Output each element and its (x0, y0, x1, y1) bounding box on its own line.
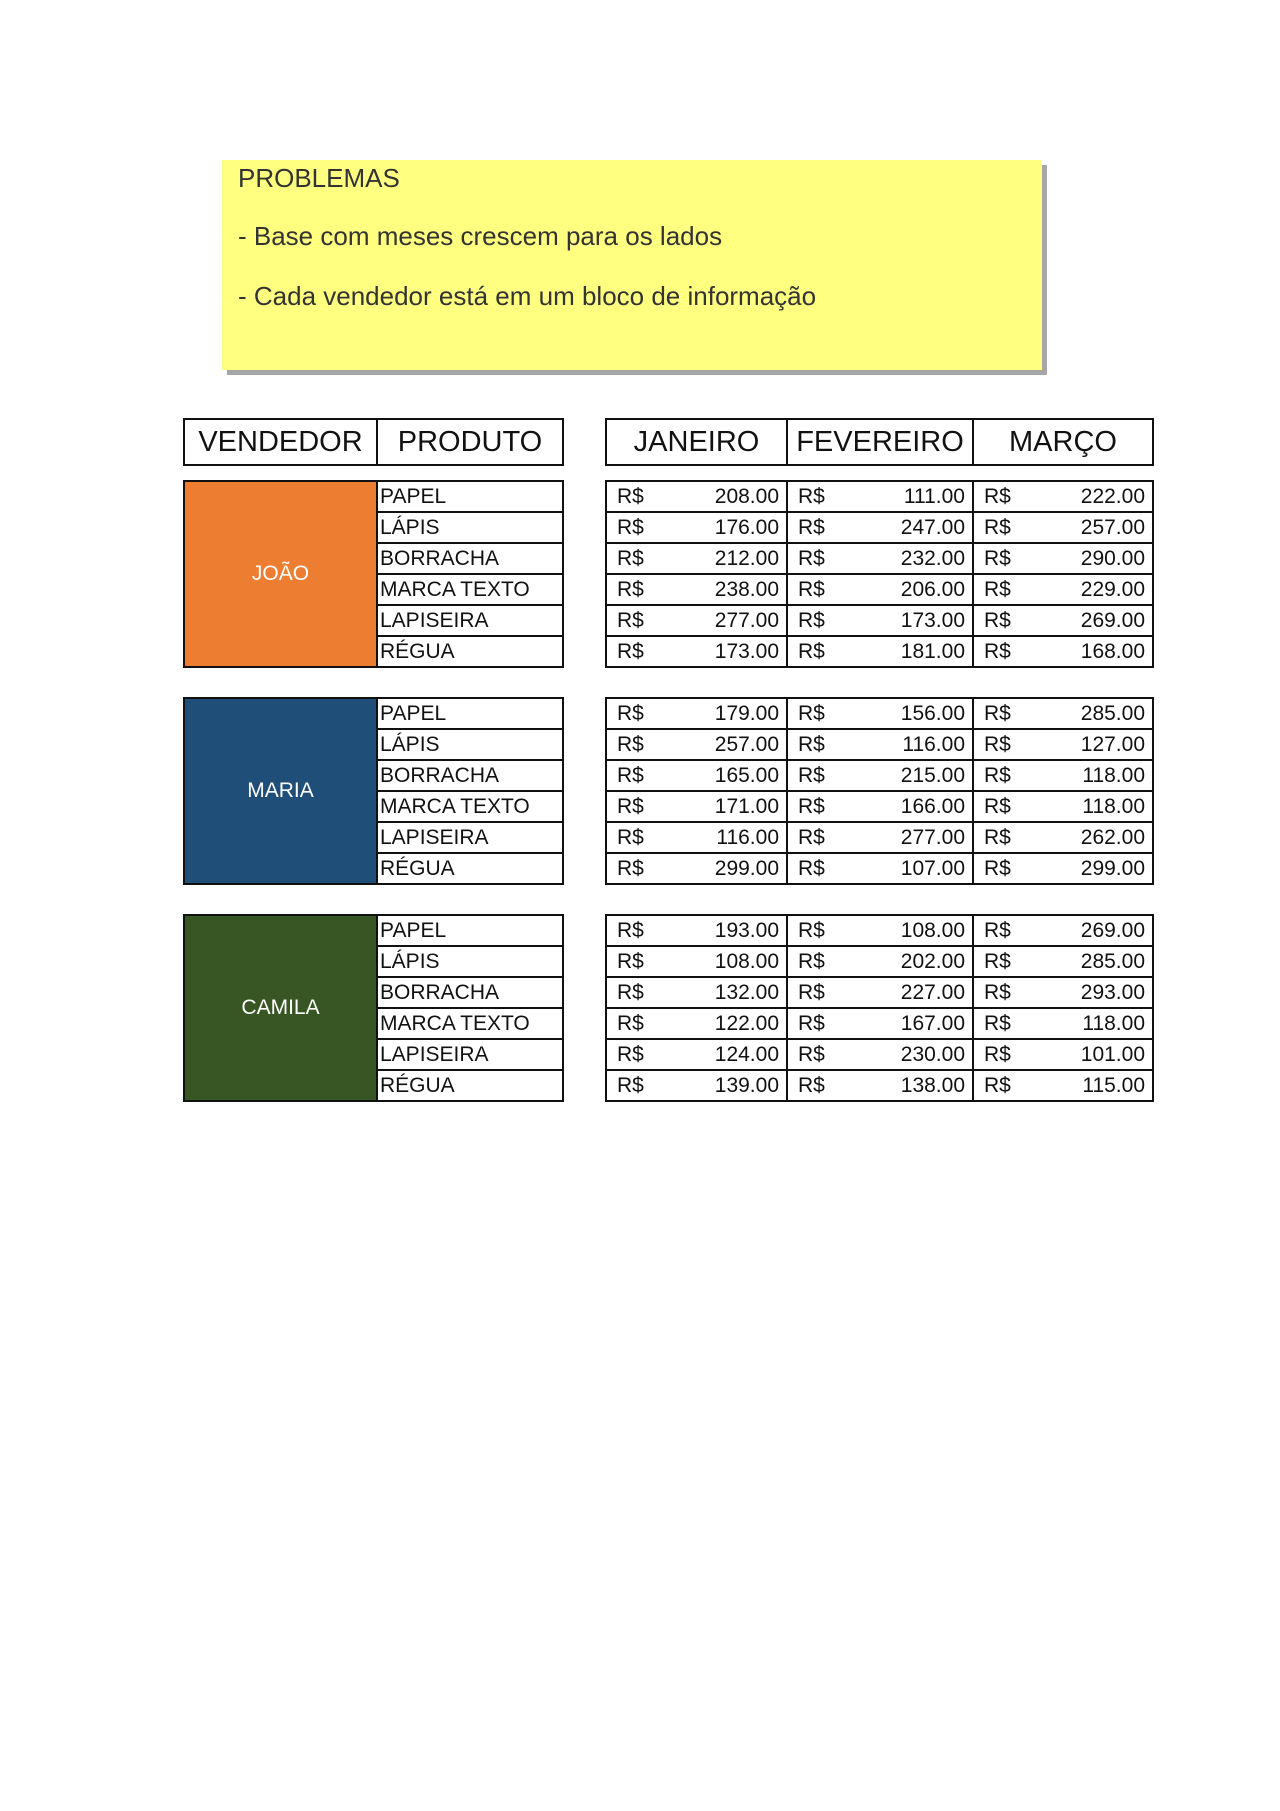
seller-name-cell: JOÃO (184, 481, 377, 667)
value-cell (606, 915, 787, 946)
product-cell: LÁPIS (377, 512, 563, 543)
currency-symbol: R$ (798, 516, 825, 539)
value-cell (787, 853, 973, 884)
amount: 290.00 (1080, 547, 1145, 570)
note-title: PROBLEMAS (238, 163, 400, 193)
amount: 108.00 (900, 919, 965, 942)
value-cell (787, 1070, 973, 1101)
currency-symbol: R$ (984, 857, 1011, 880)
currency-symbol: R$ (984, 485, 1011, 508)
value-cell (787, 1039, 973, 1070)
amount: 222.00 (1080, 485, 1145, 508)
amount: 293.00 (1080, 981, 1145, 1004)
amount: 215.00 (900, 764, 965, 787)
value-cell (973, 698, 1153, 729)
seller-products-table (183, 697, 564, 885)
value-cell (787, 791, 973, 822)
table-row (606, 977, 1153, 1008)
header-left-table (183, 418, 564, 466)
value-cell (787, 977, 973, 1008)
currency-symbol: R$ (798, 950, 825, 973)
product-cell: BORRACHA (377, 543, 563, 574)
value-cell (606, 543, 787, 574)
currency-symbol: R$ (617, 516, 644, 539)
amount: 171.00 (714, 795, 779, 818)
product-cell: RÉGUA (377, 1070, 563, 1101)
currency-symbol: R$ (617, 857, 644, 880)
header-janeiro: JANEIRO (606, 419, 787, 465)
product-cell: LAPISEIRA (377, 1039, 563, 1070)
table-row (606, 729, 1153, 760)
amount: 111.00 (903, 485, 965, 508)
value-cell (606, 791, 787, 822)
currency-symbol: R$ (617, 826, 644, 849)
value-cell (973, 512, 1153, 543)
table-row (606, 605, 1153, 636)
amount: 173.00 (900, 609, 965, 632)
table-row (606, 574, 1153, 605)
value-cell (606, 729, 787, 760)
value-cell (606, 1070, 787, 1101)
table-row (606, 915, 1153, 946)
product-cell: RÉGUA (377, 853, 563, 884)
currency-symbol: R$ (984, 795, 1011, 818)
currency-symbol: R$ (617, 1012, 644, 1035)
value-cell (973, 853, 1153, 884)
product-cell: MARCA TEXTO (377, 1008, 563, 1039)
table-row (606, 1070, 1153, 1101)
currency-symbol: R$ (798, 640, 825, 663)
currency-symbol: R$ (984, 1074, 1011, 1097)
currency-symbol: R$ (984, 733, 1011, 756)
currency-symbol: R$ (798, 826, 825, 849)
table-row (606, 946, 1153, 977)
amount: 206.00 (900, 578, 965, 601)
table-row (184, 915, 563, 946)
value-cell (973, 1039, 1153, 1070)
header-vendedor: VENDEDOR (184, 419, 377, 465)
value-cell (973, 977, 1153, 1008)
value-cell (787, 636, 973, 667)
amount: 193.00 (714, 919, 779, 942)
value-cell (606, 1008, 787, 1039)
currency-symbol: R$ (798, 981, 825, 1004)
amount: 247.00 (900, 516, 965, 539)
value-cell (787, 915, 973, 946)
currency-symbol: R$ (617, 950, 644, 973)
value-cell (606, 946, 787, 977)
seller-products-table (183, 914, 564, 1102)
value-cell (606, 822, 787, 853)
currency-symbol: R$ (798, 733, 825, 756)
value-cell (787, 574, 973, 605)
table-row (184, 698, 563, 729)
currency-symbol: R$ (798, 1074, 825, 1097)
currency-symbol: R$ (617, 547, 644, 570)
amount: 173.00 (714, 640, 779, 663)
value-cell (973, 543, 1153, 574)
currency-symbol: R$ (984, 1043, 1011, 1066)
amount: 116.00 (902, 733, 965, 756)
product-cell: LÁPIS (377, 946, 563, 977)
currency-symbol: R$ (798, 1012, 825, 1035)
currency-symbol: R$ (984, 516, 1011, 539)
table-row (606, 1008, 1153, 1039)
value-cell (606, 1039, 787, 1070)
product-cell: BORRACHA (377, 760, 563, 791)
currency-symbol: R$ (798, 919, 825, 942)
currency-symbol: R$ (617, 981, 644, 1004)
value-cell (606, 977, 787, 1008)
seller-products-table (183, 480, 564, 668)
amount: 127.00 (1080, 733, 1145, 756)
currency-symbol: R$ (798, 578, 825, 601)
note-line: - Cada vendedor está em um bloco de informação (238, 281, 817, 311)
amount: 229.00 (1080, 578, 1145, 601)
note-line: - Base com meses crescem para os lados (238, 221, 723, 251)
currency-symbol: R$ (984, 702, 1011, 725)
amount: 122.00 (714, 1012, 779, 1035)
currency-symbol: R$ (984, 609, 1011, 632)
amount: 115.00 (1082, 1074, 1145, 1097)
currency-symbol: R$ (617, 919, 644, 942)
header-months-table (605, 418, 1154, 466)
header-fevereiro: FEVEREIRO (787, 419, 973, 465)
value-cell (787, 760, 973, 791)
product-cell: MARCA TEXTO (377, 791, 563, 822)
amount: 167.00 (900, 1012, 965, 1035)
amount: 165.00 (714, 764, 779, 787)
amount: 179.00 (714, 702, 779, 725)
seller-values-table (605, 914, 1154, 1102)
amount: 299.00 (1080, 857, 1145, 880)
value-cell (787, 822, 973, 853)
value-cell (606, 698, 787, 729)
currency-symbol: R$ (798, 857, 825, 880)
seller-name-cell: CAMILA (184, 915, 377, 1101)
currency-symbol: R$ (617, 764, 644, 787)
amount: 232.00 (900, 547, 965, 570)
product-cell: LAPISEIRA (377, 605, 563, 636)
value-cell (787, 543, 973, 574)
currency-symbol: R$ (984, 826, 1011, 849)
header-produto: PRODUTO (377, 419, 563, 465)
value-cell (973, 760, 1153, 791)
value-cell (787, 729, 973, 760)
product-cell: LAPISEIRA (377, 822, 563, 853)
value-cell (787, 698, 973, 729)
amount: 257.00 (714, 733, 779, 756)
value-cell (606, 481, 787, 512)
amount: 227.00 (900, 981, 965, 1004)
problems-note (222, 160, 1042, 370)
value-cell (973, 636, 1153, 667)
value-cell (973, 946, 1153, 977)
amount: 108.00 (714, 950, 779, 973)
amount: 238.00 (714, 578, 779, 601)
product-cell: PAPEL (377, 698, 563, 729)
table-row (606, 512, 1153, 543)
table-row (606, 481, 1153, 512)
value-cell (606, 512, 787, 543)
seller-values-table (605, 480, 1154, 668)
amount: 118.00 (1082, 795, 1145, 818)
currency-symbol: R$ (798, 702, 825, 725)
amount: 285.00 (1080, 950, 1145, 973)
currency-symbol: R$ (798, 764, 825, 787)
value-cell (787, 1008, 973, 1039)
value-cell (787, 481, 973, 512)
table-row (606, 1039, 1153, 1070)
value-cell (973, 791, 1153, 822)
table-row (184, 481, 563, 512)
table-row (606, 636, 1153, 667)
amount: 166.00 (900, 795, 965, 818)
currency-symbol: R$ (798, 795, 825, 818)
currency-symbol: R$ (798, 485, 825, 508)
currency-symbol: R$ (617, 485, 644, 508)
amount: 107.00 (900, 857, 965, 880)
currency-symbol: R$ (798, 1043, 825, 1066)
amount: 116.00 (716, 826, 779, 849)
amount: 181.00 (900, 640, 965, 663)
amount: 277.00 (714, 609, 779, 632)
value-cell (973, 605, 1153, 636)
currency-symbol: R$ (984, 640, 1011, 663)
value-cell (787, 605, 973, 636)
amount: 139.00 (714, 1074, 779, 1097)
value-cell (606, 760, 787, 791)
value-cell (606, 636, 787, 667)
amount: 101.00 (1080, 1043, 1145, 1066)
amount: 277.00 (900, 826, 965, 849)
value-cell (973, 822, 1153, 853)
currency-symbol: R$ (984, 764, 1011, 787)
amount: 132.00 (714, 981, 779, 1004)
amount: 269.00 (1080, 609, 1145, 632)
seller-name-cell: MARIA (184, 698, 377, 884)
currency-symbol: R$ (617, 1043, 644, 1066)
value-cell (606, 574, 787, 605)
amount: 299.00 (714, 857, 779, 880)
currency-symbol: R$ (984, 950, 1011, 973)
product-cell: LÁPIS (377, 729, 563, 760)
amount: 269.00 (1080, 919, 1145, 942)
product-cell: BORRACHA (377, 977, 563, 1008)
amount: 124.00 (714, 1043, 779, 1066)
amount: 168.00 (1080, 640, 1145, 663)
value-cell (973, 574, 1153, 605)
value-cell (787, 512, 973, 543)
currency-symbol: R$ (617, 733, 644, 756)
currency-symbol: R$ (617, 795, 644, 818)
table-row (606, 822, 1153, 853)
currency-symbol: R$ (617, 1074, 644, 1097)
table-row (606, 543, 1153, 574)
amount: 176.00 (714, 516, 779, 539)
value-cell (973, 1070, 1153, 1101)
currency-symbol: R$ (984, 981, 1011, 1004)
currency-symbol: R$ (984, 578, 1011, 601)
product-cell: PAPEL (377, 481, 563, 512)
currency-symbol: R$ (617, 640, 644, 663)
amount: 156.00 (900, 702, 965, 725)
currency-symbol: R$ (984, 919, 1011, 942)
currency-symbol: R$ (617, 578, 644, 601)
value-cell (606, 853, 787, 884)
currency-symbol: R$ (984, 1012, 1011, 1035)
value-cell (973, 481, 1153, 512)
amount: 285.00 (1080, 702, 1145, 725)
currency-symbol: R$ (617, 609, 644, 632)
product-cell: MARCA TEXTO (377, 574, 563, 605)
value-cell (973, 729, 1153, 760)
table-row (606, 791, 1153, 822)
amount: 262.00 (1080, 826, 1145, 849)
amount: 138.00 (900, 1074, 965, 1097)
currency-symbol: R$ (798, 547, 825, 570)
amount: 202.00 (900, 950, 965, 973)
header-marco: MARÇO (973, 419, 1153, 465)
currency-symbol: R$ (798, 609, 825, 632)
amount: 118.00 (1082, 764, 1145, 787)
amount: 118.00 (1082, 1012, 1145, 1035)
amount: 257.00 (1080, 516, 1145, 539)
table-row (606, 853, 1153, 884)
value-cell (973, 1008, 1153, 1039)
value-cell (787, 946, 973, 977)
value-cell (606, 605, 787, 636)
seller-values-table (605, 697, 1154, 885)
table-row (606, 698, 1153, 729)
currency-symbol: R$ (617, 702, 644, 725)
amount: 212.00 (714, 547, 779, 570)
currency-symbol: R$ (984, 547, 1011, 570)
amount: 230.00 (900, 1043, 965, 1066)
amount: 208.00 (714, 485, 779, 508)
product-cell: PAPEL (377, 915, 563, 946)
table-row (606, 760, 1153, 791)
value-cell (973, 915, 1153, 946)
product-cell: RÉGUA (377, 636, 563, 667)
